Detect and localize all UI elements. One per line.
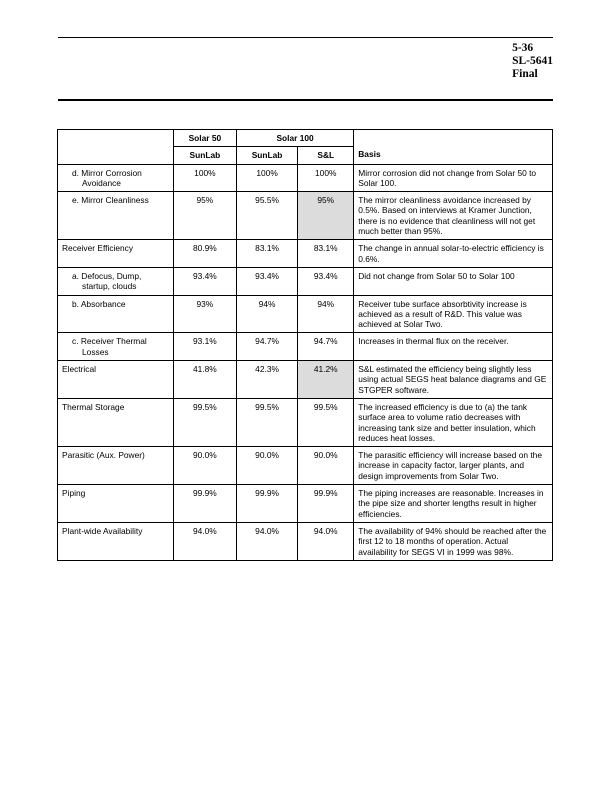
table-row — [58, 398, 553, 446]
table-row — [58, 361, 553, 399]
sunlab-solar100-value: 83.1% — [236, 240, 297, 268]
sl-solar100-value: 93.4% — [298, 267, 354, 295]
sunlab-solar50-value: 95% — [173, 192, 236, 240]
header-bottom-rule — [58, 99, 553, 101]
sunlab-solar100-value: 90.0% — [236, 447, 297, 485]
sunlab-solar100-value: 99.9% — [236, 485, 297, 523]
document-id: SL-5641 — [512, 55, 553, 67]
table-row — [58, 333, 553, 361]
sunlab-solar100-value: 100% — [236, 164, 297, 192]
sunlab-solar100-value: 95.5% — [236, 192, 297, 240]
sl-solar100-value: 94% — [298, 295, 354, 333]
sunlab-solar50-value: 93.4% — [173, 267, 236, 295]
sunlab-solar50-value: 99.5% — [173, 398, 236, 446]
basis-text: Mirror corrosion did not change from Solar 50 to Solar 100. — [354, 164, 553, 192]
sunlab-solar100-value: 94.0% — [236, 522, 297, 560]
sunlab-solar100-value: 94% — [236, 295, 297, 333]
page-number: 5-36 — [512, 42, 534, 54]
sl-solar100-value: 94.0% — [298, 522, 354, 560]
efficiency-comparison-table — [57, 129, 553, 561]
solar100-group-header: Solar 100 — [236, 130, 353, 147]
row-label: e. Mirror Cleanliness — [58, 192, 174, 240]
sl-solar100-value: 83.1% — [298, 240, 354, 268]
sunlab-solar50-value: 90.0% — [173, 447, 236, 485]
basis-text: The mirror cleanliness avoidance increased by 0.5%. Based on interviews at Kramer Junction, there is no evidence that cleanliness will not get much better than 95%. — [354, 192, 553, 240]
sl-solar100-header: S&L — [298, 147, 354, 164]
basis-text: The piping increases are reasonable. Increases in the pipe size and shorter lengths result in higher efficiencies. — [354, 485, 553, 523]
sunlab-solar100-value: 42.3% — [236, 361, 297, 399]
table-row — [58, 240, 553, 268]
sunlab-solar50-header: SunLab — [173, 147, 236, 164]
table-group-header-row — [58, 130, 553, 147]
basis-text: The availability of 94% should be reached after the first 12 to 18 months of operation. Actual availability for SEGS VI in 1999 was 98%. — [354, 522, 553, 560]
basis-column-header: Basis — [354, 130, 553, 165]
solar50-group-header: Solar 50 — [173, 130, 236, 147]
sunlab-solar50-value: 94.0% — [173, 522, 236, 560]
row-label: Electrical — [58, 361, 174, 399]
basis-text: The change in annual solar-to-electric efficiency is 0.6%. — [354, 240, 553, 268]
sl-solar100-value: 99.9% — [298, 485, 354, 523]
sunlab-solar100-value: 99.5% — [236, 398, 297, 446]
table-row — [58, 522, 553, 560]
table-row — [58, 267, 553, 295]
row-label-header-cell — [58, 130, 174, 165]
sunlab-solar50-value: 100% — [173, 164, 236, 192]
row-label: Receiver Efficiency — [58, 240, 174, 268]
row-label: Thermal Storage — [58, 398, 174, 446]
sl-solar100-value: 100% — [298, 164, 354, 192]
sl-solar100-value: 90.0% — [298, 447, 354, 485]
basis-text: The increased efficiency is due to (a) the tank surface area to volume ratio decreases with increasing tank size and better insulation, which reduces heat losses. — [354, 398, 553, 446]
table-row — [58, 192, 553, 240]
sl-solar100-value-highlighted: 41.2% — [298, 361, 354, 399]
basis-text: Receiver tube surface absorbtivity increase is achieved as a result of R&D. This value was achieved at Solar Two. — [354, 295, 553, 333]
sl-solar100-value: 99.5% — [298, 398, 354, 446]
page-header — [512, 42, 553, 81]
basis-text: Did not change from Solar 50 to Solar 100 — [354, 267, 553, 295]
sunlab-solar50-value: 93.1% — [173, 333, 236, 361]
sunlab-solar50-value: 41.8% — [173, 361, 236, 399]
document-status: Final — [512, 68, 538, 80]
table-row — [58, 164, 553, 192]
row-label: b. Absorbance — [58, 295, 174, 333]
sunlab-solar100-value: 93.4% — [236, 267, 297, 295]
sunlab-solar100-value: 94.7% — [236, 333, 297, 361]
row-label: Plant-wide Availability — [58, 522, 174, 560]
table-row — [58, 447, 553, 485]
row-label: c. Receiver Thermal Losses — [58, 333, 174, 361]
table-row — [58, 485, 553, 523]
header-top-rule — [58, 37, 553, 38]
sl-solar100-value: 94.7% — [298, 333, 354, 361]
table-row — [58, 295, 553, 333]
basis-text: Increases in thermal flux on the receiver. — [354, 333, 553, 361]
sunlab-solar50-value: 99.9% — [173, 485, 236, 523]
basis-text: S&L estimated the efficiency being slightly less using actual SEGS heat balance diagrams and GE STGPER software. — [354, 361, 553, 399]
row-label: Parasitic (Aux. Power) — [58, 447, 174, 485]
row-label: Piping — [58, 485, 174, 523]
row-label: d. Mirror Corrosion Avoidance — [58, 164, 174, 192]
basis-text: The parasitic efficiency will increase based on the increase in capacity factor, larger plants, and design improvements from Solar Two. — [354, 447, 553, 485]
row-label: a. Defocus, Dump, startup, clouds — [58, 267, 174, 295]
sunlab-solar100-header: SunLab — [236, 147, 297, 164]
sunlab-solar50-value: 80.9% — [173, 240, 236, 268]
sunlab-solar50-value: 93% — [173, 295, 236, 333]
sl-solar100-value-highlighted: 95% — [298, 192, 354, 240]
